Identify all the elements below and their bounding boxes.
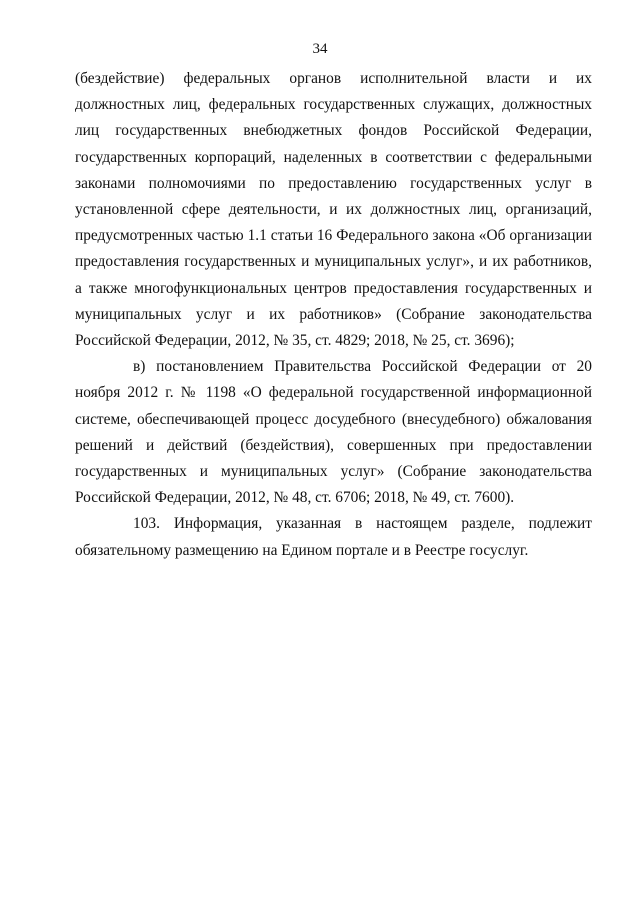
paragraph-continuation: (бездействие) федеральных органов исполнительной власти и их должностных лиц, федеральных государственных служащих, должностных лиц государственных внебюджетных фондов Российской Федерации, государственных корпораций, наделенных в соответствии с федеральными законами полномочиями по предоставлению государственных услуг в установленной сфере деятельности, и их должностных лиц, организаций, предусмотренных частью 1.1 статьи 16 Федерального закона «Об организации предоставления государственных и муниципальных услуг», и их работников, а также многофункциональных центров предоставления государственных и муниципальных услуг и их работников» (Собрание законодательства Российской Федерации, 2012, № 35, ст. 4829; 2018, № 25, ст. 3696); [75, 70, 592, 350]
page-number: 34 [312, 41, 328, 57]
paragraph-item-v: в) постановлением Правительства Российской Федерации от 20 ноября 2012 г. № 1198 «О федеральной государственной информационной системе, обеспечивающей процесс досудебного (внесудебного) обжалования решений и действий (бездействия), совершенных при предоставлении государственных и муниципальных услуг» (Собрание законодательства Российской Федерации, 2012, № 48, ст. 6706; 2018, № 49, ст. 7600). [75, 358, 592, 507]
document-body [75, 66, 592, 564]
paragraph-103: 103. Информация, указанная в настоящем разделе, подлежит обязательному размещению на Едином портале и в Реестре госуслуг. [75, 515, 592, 559]
